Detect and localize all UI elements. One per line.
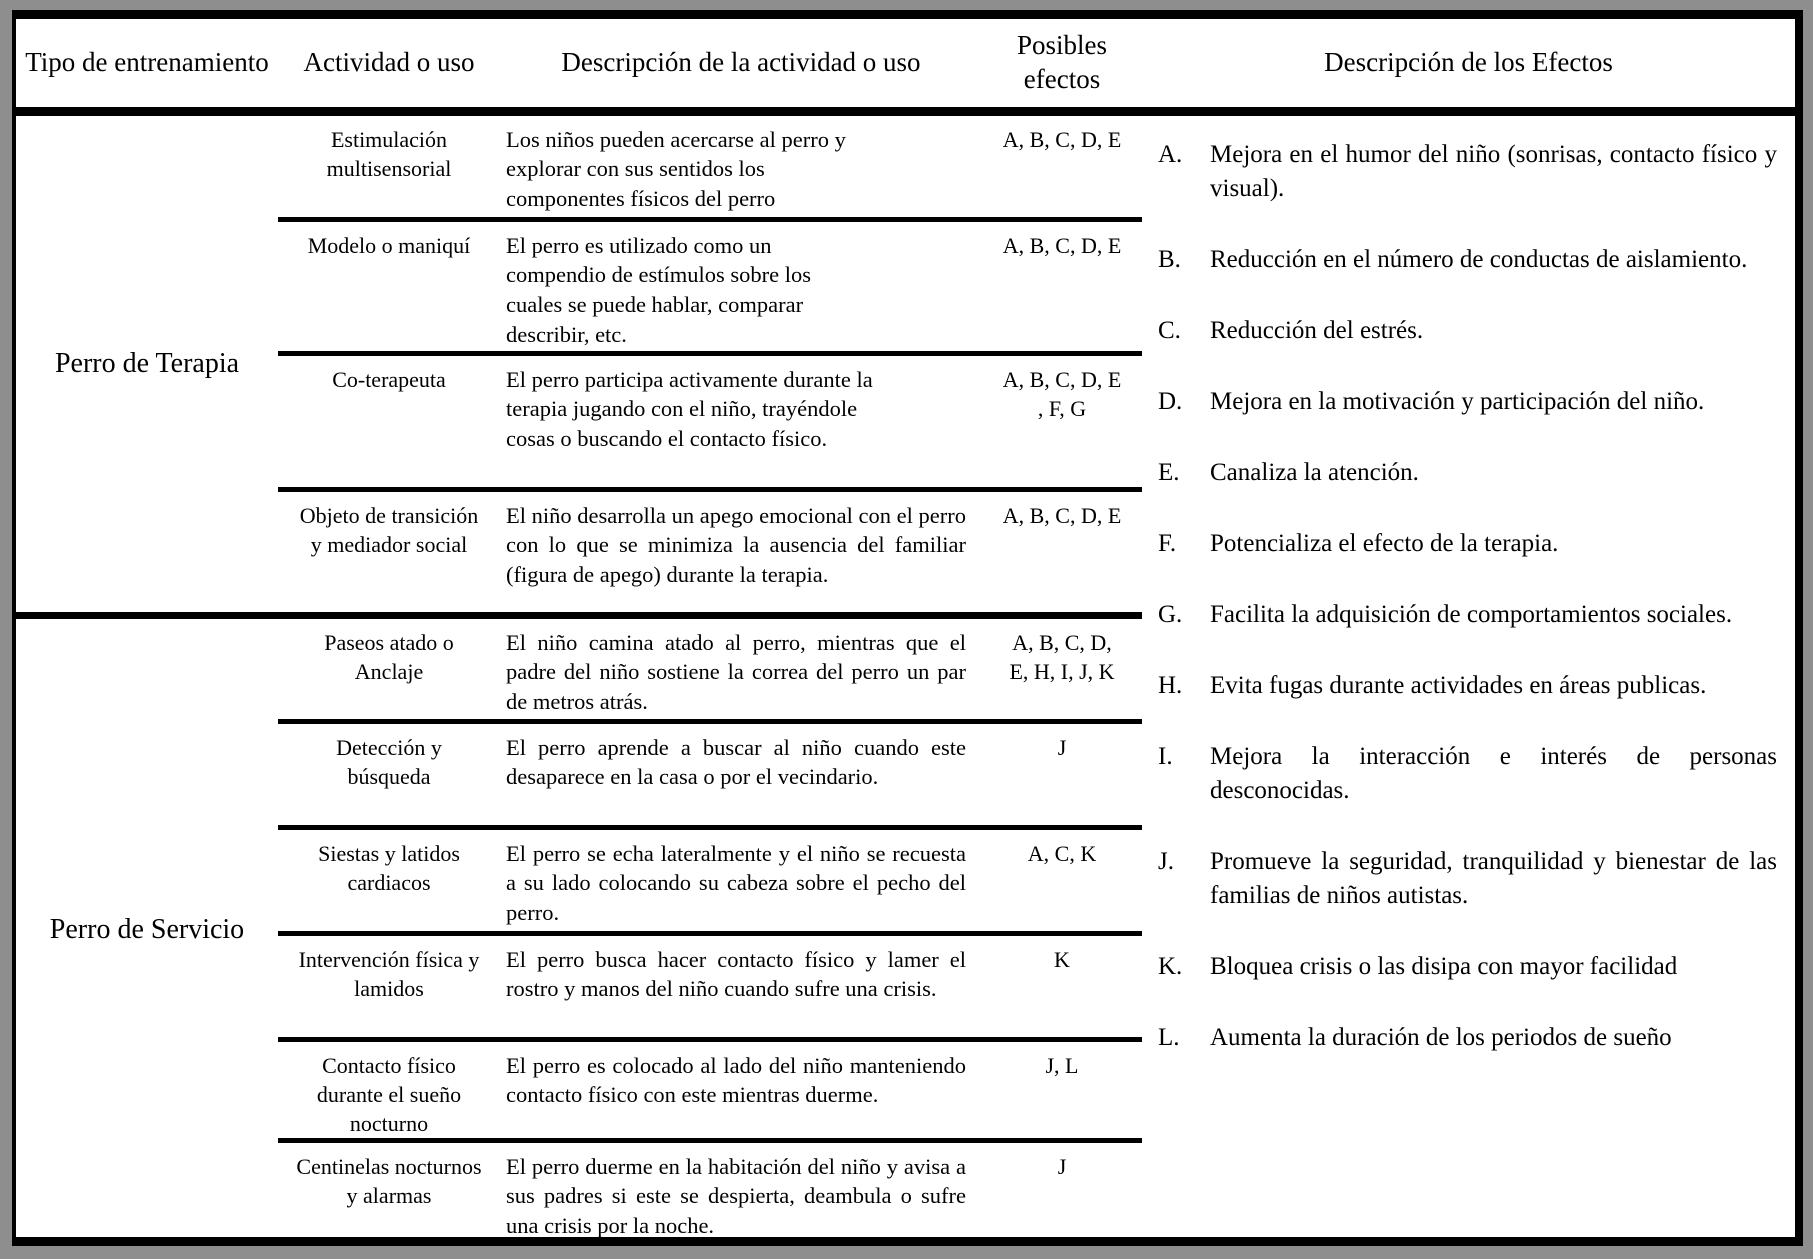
legend-letter: K. — [1158, 952, 1183, 980]
legend-text: Mejora en la motivación y participación del niño. — [1210, 387, 1705, 415]
possible-effects-cell: J — [1057, 1153, 1067, 1179]
legend-item — [1158, 243, 1783, 277]
description-text: El niño camina atado al perro, mientras que el padre del niño sostiene la correa del perro un par de metros atrás. — [506, 629, 966, 714]
legend-text: Mejora en el humor del niño (sonrisas, contacto físico y visual). — [1210, 140, 1777, 202]
legend-item — [1158, 456, 1783, 490]
description-cell — [500, 1140, 982, 1241]
legend-letter: E. — [1158, 458, 1180, 486]
description-text: El niño desarrolla un apego emocional con el perro con lo que se minimiza la ausencia del familiar (figura de apego) durante la terapia. — [506, 502, 966, 587]
legend-text: Potencializa el efecto de la terapia. — [1210, 529, 1559, 557]
effects-legend-cell — [1142, 111, 1795, 1241]
activity-cell: Estimulación multisensorial — [278, 111, 500, 219]
training-type-cell: Perro de Terapia — [54, 347, 240, 379]
description-text: El perro participa activamente durante la terapia jugando con el niño, trayéndole cosas o buscando el contacto físico. — [506, 366, 873, 451]
description-text: El perro es colocado al lado del niño manteniendo contacto físico con este mientras duerme. — [506, 1052, 966, 1108]
description-cell — [500, 489, 982, 615]
description-cell — [500, 615, 982, 721]
legend-item — [1158, 527, 1783, 561]
possible-effects-cell: A, B, C, D, E — [1002, 502, 1122, 528]
activity-cell: Intervención física y lamidos — [278, 933, 500, 1039]
table-row — [16, 111, 1795, 219]
legend-item — [1158, 598, 1783, 632]
description-cell — [500, 353, 982, 489]
legend-item — [1158, 845, 1783, 913]
activity-cell: Detección y búsqueda — [278, 721, 500, 827]
legend-item — [1158, 385, 1783, 419]
legend-text: Reducción del estrés. — [1210, 316, 1424, 344]
description-cell — [500, 219, 982, 353]
header-activity-description: Descripción de la actividad o uso — [500, 19, 982, 111]
legend-letter: F. — [1158, 529, 1177, 557]
legend-item — [1158, 1021, 1783, 1055]
possible-effects-cell: J, L — [982, 1039, 1142, 1140]
training-type-cell: Perro de Servicio — [16, 615, 278, 1241]
legend-text: Aumenta la duración de los periodos de sueño — [1210, 1023, 1672, 1051]
legend-text: Bloquea crisis o las disipa con mayor facilidad — [1210, 952, 1678, 980]
legend-letter: B. — [1158, 245, 1181, 273]
legend-item — [1158, 138, 1783, 206]
activity-cell: Contacto físico durante el sueño nocturno — [278, 1039, 500, 1140]
description-text: El perro aprende a buscar al niño cuando este desaparece en la casa o por el vecindario. — [506, 734, 966, 790]
legend-item — [1158, 314, 1783, 348]
description-text: El perro busca hacer contacto físico y lamer el rostro y manos del niño cuando sufre una crisis. — [506, 946, 966, 1002]
activity-cell: Co-terapeuta — [278, 353, 500, 489]
header-possible-effects: Posibles efectos — [982, 19, 1142, 111]
legend-letter: H. — [1158, 671, 1183, 699]
legend-item — [1158, 950, 1783, 984]
description-cell — [500, 1039, 982, 1140]
activity-cell: Paseos atado o Anclaje — [278, 615, 500, 721]
legend-letter: D. — [1158, 387, 1183, 415]
legend-letter: G. — [1158, 600, 1183, 628]
activity-cell: Objeto de transición y mediador social — [299, 502, 479, 557]
possible-effects-cell: A, B, C, D, E — [982, 111, 1142, 219]
legend-text: Promueve la seguridad, tranquilidad y bienestar de las familias de niños autistas. — [1210, 847, 1777, 909]
description-cell — [500, 827, 982, 933]
activity-cell: Siestas y latidos cardiacos — [278, 827, 500, 933]
table-header — [16, 19, 1795, 111]
legend-text: Reducción en el número de conductas de aislamiento. — [1210, 245, 1748, 273]
description-text: El perro se echa lateralmente y el niño se recuesta a su lado colocando su cabeza sobre el pecho del perro. — [506, 840, 966, 925]
legend-letter: J. — [1158, 847, 1174, 875]
legend-letter: L. — [1158, 1023, 1180, 1051]
possible-effects-cell: K — [982, 933, 1142, 1039]
description-text: El perro es utilizado como un compendio de estímulos sobre los cuales se puede hablar, comparar describir, etc. — [506, 232, 811, 347]
legend-text: Evita fugas durante actividades en áreas publicas. — [1210, 671, 1707, 699]
description-text: Los niños pueden acercarse al perro y explorar con sus sentidos los componentes físicos del perro — [506, 126, 846, 211]
header-activity: Actividad o uso — [278, 19, 500, 111]
activity-cell: Modelo o maniquí — [278, 219, 500, 353]
header-training-type: Tipo de entrenamiento — [16, 19, 278, 111]
legend-item — [1158, 740, 1783, 808]
possible-effects-cell: A, B, C, D, E , F, G — [982, 353, 1142, 489]
training-dogs-table — [12, 10, 1803, 1246]
possible-effects-cell: J — [982, 721, 1142, 827]
possible-effects-cell: A, B, C, D, E — [982, 219, 1142, 353]
description-cell — [500, 721, 982, 827]
header-effects-description: Descripción de los Efectos — [1142, 19, 1795, 111]
header-row — [16, 19, 1795, 111]
possible-effects-cell: A, C, K — [982, 827, 1142, 933]
legend-letter: A. — [1158, 140, 1183, 168]
legend-letter: C. — [1158, 316, 1181, 344]
legend-item — [1158, 669, 1783, 703]
possible-effects-cell: A, B, C, D, E, H, I, J, K — [982, 615, 1142, 721]
description-text: El perro duerme en la habitación del niño y avisa a sus padres si este se despierta, deambula o sufre una crisis por la noche. — [506, 1153, 966, 1238]
table — [16, 19, 1795, 1241]
legend-text: Mejora la interacción e interés de personas desconocidas. — [1210, 742, 1777, 804]
legend-letter: I. — [1158, 742, 1173, 770]
table-body — [16, 111, 1795, 1241]
activity-cell: Centinelas nocturnos y alarmas — [296, 1153, 482, 1208]
legend-text: Facilita la adquisición de comportamientos sociales. — [1210, 600, 1733, 628]
legend-text: Canaliza la atención. — [1210, 458, 1419, 486]
description-cell — [500, 111, 982, 219]
description-cell — [500, 933, 982, 1039]
